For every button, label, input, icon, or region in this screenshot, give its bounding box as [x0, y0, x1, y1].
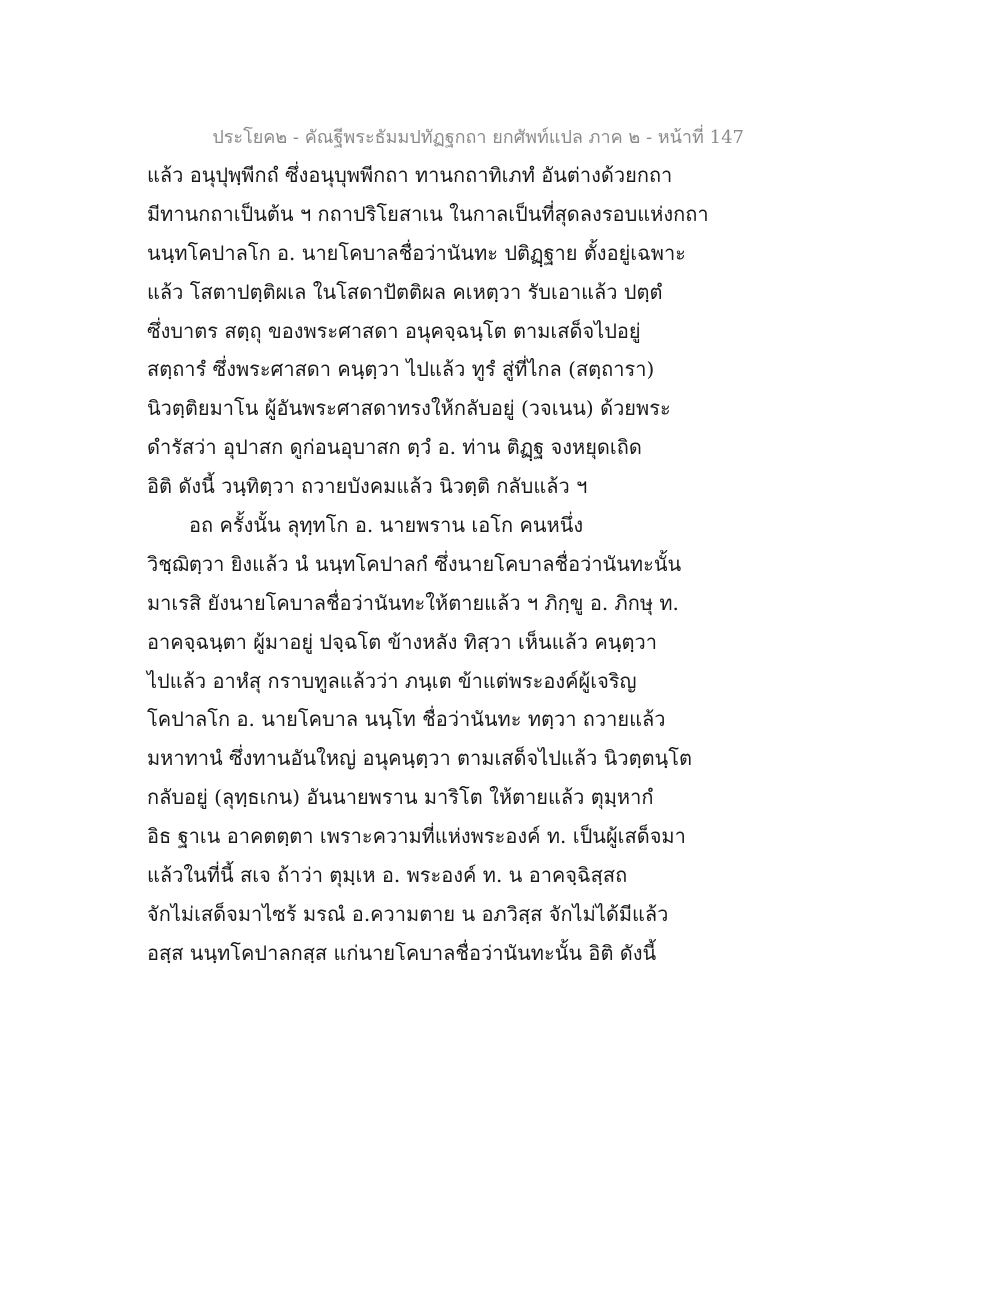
text-line: อสฺส นนฺทโคปาลกสฺส แก่นายโคบาลชื่อว่านันทะนั้น อิติ ดังนี้	[147, 940, 657, 965]
text-line: อาคจฺฉนฺตา ผู้มาอยู่ ปจฺฉโต ข้างหลัง ทิสฺวา เห็นแล้ว คนฺตฺวา	[147, 629, 657, 654]
running-header: ประโยค๒ - คัณฐีพระธัมมปทัฏฐกถา ยกศัพท์แปล ภาค ๒ - หน้าที่ 147	[212, 127, 744, 148]
text-line: มีทานกถาเป็นต้น ฯ กถาปริโยสาเน ในกาลเป็นที่สุดลงรอบแห่งกถา	[147, 201, 709, 226]
text-line: มาเรสิ ยังนายโคบาลชื่อว่านันทะให้ตายแล้ว ฯ ภิกฺขู อ. ภิกษุ ท.	[147, 590, 679, 615]
text-line: นนฺทโคปาลโก อ. นายโคบาลชื่อว่านันทะ ปติฏฺฐาย ตั้งอยู่เฉพาะ	[147, 240, 686, 265]
text-line: ซึ่งบาตร สตฺถุ ของพระศาสดา อนุคจฺฉนฺโต ตามเสด็จไปอยู่	[147, 318, 641, 343]
text-line: แล้ว โสตาปตฺติผเล ในโสดาปัตติผล คเหตฺวา รับเอาแล้ว ปตฺตํ	[147, 279, 663, 304]
text-line: แล้ว อนุปุพฺพีกถํ ซึ่งอนุบุพพีกถา ทานกถาทิเภทํ อันต่างด้วยกถา	[147, 163, 673, 187]
text-line: อิธ ฐาเน อาคตตฺตา เพราะความที่แห่งพระองค์ ท. เป็นผู้เสด็จมา	[147, 824, 686, 849]
text-line: อิติ ดังนี้ วนฺทิตฺวา ถวายบังคมแล้ว นิวตฺติ กลับแล้ว ฯ	[147, 474, 588, 499]
text-line: มหาทานํ ซึ่งทานอันใหญ่ อนุคนฺตฺวา ตามเสด็จไปแล้ว นิวตฺตนฺโต	[147, 746, 692, 771]
text-line: โคปาลโก อ. นายโคบาล นนฺโท ชื่อว่านันทะ ทตฺวา ถวายแล้ว	[147, 707, 666, 732]
text-line: ไปแล้ว อาหํสุ กราบทูลแล้วว่า ภนฺเต ข้าแต่พระองค์ผู้เจริญ	[147, 668, 637, 693]
text-line: นิวตฺติยมาโน ผู้อันพระศาสดาทรงให้กลับอยู่ (วจเนน) ด้วยพระ	[147, 396, 671, 421]
text-line: กลับอยู่ (ลุทฺธเกน) อันนายพราน มาริโต ให้ตายแล้ว ตุมฺหากํ	[147, 785, 654, 810]
body-text	[147, 156, 707, 973]
text-line: แล้วในที่นี้ สเจ ถ้าว่า ตุมฺเห อ. พระองค์ ท. น อาคจฺฉิสฺสถ	[147, 863, 628, 888]
text-line: ดำรัสว่า อุปาสก ดูก่อนอุบาสก ตฺวํ อ. ท่าน ติฏฺฐ จงหยุดเถิด	[147, 435, 642, 460]
text-line: สตฺถารํ ซึ่งพระศาสดา คนฺตฺวา ไปแล้ว ทูรํ สู่ที่ไกล (สตฺถารา)	[147, 357, 655, 382]
text-line: จักไม่เสด็จมาไซร้ มรณํ อ.ความตาย น อภวิสฺส จักไม่ได้มีแล้ว	[147, 901, 669, 926]
text-line: วิชฺฌิตฺวา ยิงแล้ว นํ นนฺทโคปาลกํ ซึ่งนายโคบาลชื่อว่านันทะนั้น	[147, 551, 682, 576]
paragraph-start-line: อถ ครั้งนั้น ลุทฺทโก อ. นายพราน เอโก คนหนึ่ง	[189, 513, 584, 538]
